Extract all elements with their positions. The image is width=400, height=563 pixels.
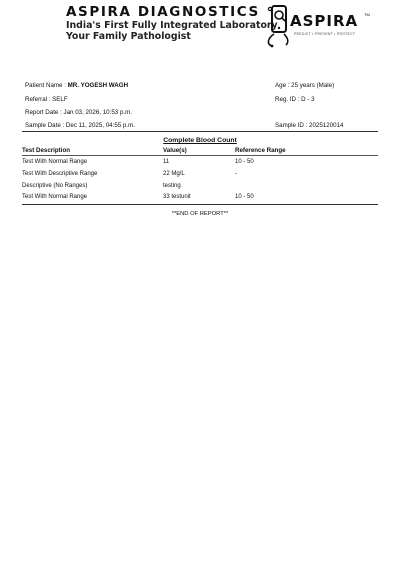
test-range: 10 - 50 [235,194,254,200]
table-header [22,147,378,155]
table-row [22,183,378,191]
section-title [0,137,400,144]
col-test-description: Test Description [22,147,71,154]
lab-tagline-primary: India's First Fully Integrated Laboratory [66,20,278,31]
patient-row-3 [25,109,365,117]
test-value: 11 [163,159,170,165]
sample-date: Sample Date : Dec 11, 2025, 04:55 p.m. [25,122,135,129]
col-reference-range: Reference Range [235,147,286,154]
sample-id: Sample ID : 2025120014 [275,122,344,129]
test-description: Descriptive (No Ranges) [22,183,88,189]
test-description: Test With Descriptive Range [22,171,98,177]
patient-name: MR. YOGESH WAGH [67,82,129,89]
test-value: testing [163,183,181,189]
patient-row-1 [25,82,365,90]
divider-top [22,131,378,132]
table-row [22,171,378,179]
logo-tagline: PREDICT • PREVENT • PROTECT [294,32,356,36]
test-range: 10 - 50 [235,159,254,165]
patient-name-field [25,82,128,89]
report-date: Report Date : Jan 03, 2026, 10:53 p.m. [25,109,132,116]
divider-header [22,155,378,156]
patient-age: Age : 25 years (Male) [275,82,335,89]
lab-name: ASPIRA DIAGNOSTICS [66,4,260,20]
section-title-text: Complete Blood Count [163,137,237,144]
patient-row-4 [25,122,365,130]
test-value: 33 testunit [163,194,191,200]
logo-wordmark: ASPIRA [290,12,359,30]
test-value: 22 Mg/L [163,171,185,177]
logo-trademark: TM [364,12,370,17]
lab-tagline-secondary: Your Family Pathologist [66,31,191,42]
table-row [22,159,378,167]
test-range: - [235,171,237,177]
reg-id: Reg. ID : D - 3 [275,96,315,103]
patient-name-label: Patient Name : [25,82,68,89]
divider-bottom [22,204,378,205]
table-row [22,194,378,202]
referral: Referral : SELF [25,96,68,103]
lab-header [66,4,278,42]
aspira-logo [262,4,372,48]
test-description: Test With Normal Range [22,194,88,200]
test-description: Test With Normal Range [22,159,88,165]
end-of-report: **END OF REPORT** [171,211,229,217]
col-values: Value(s) [163,147,187,154]
patient-row-2 [25,96,365,104]
